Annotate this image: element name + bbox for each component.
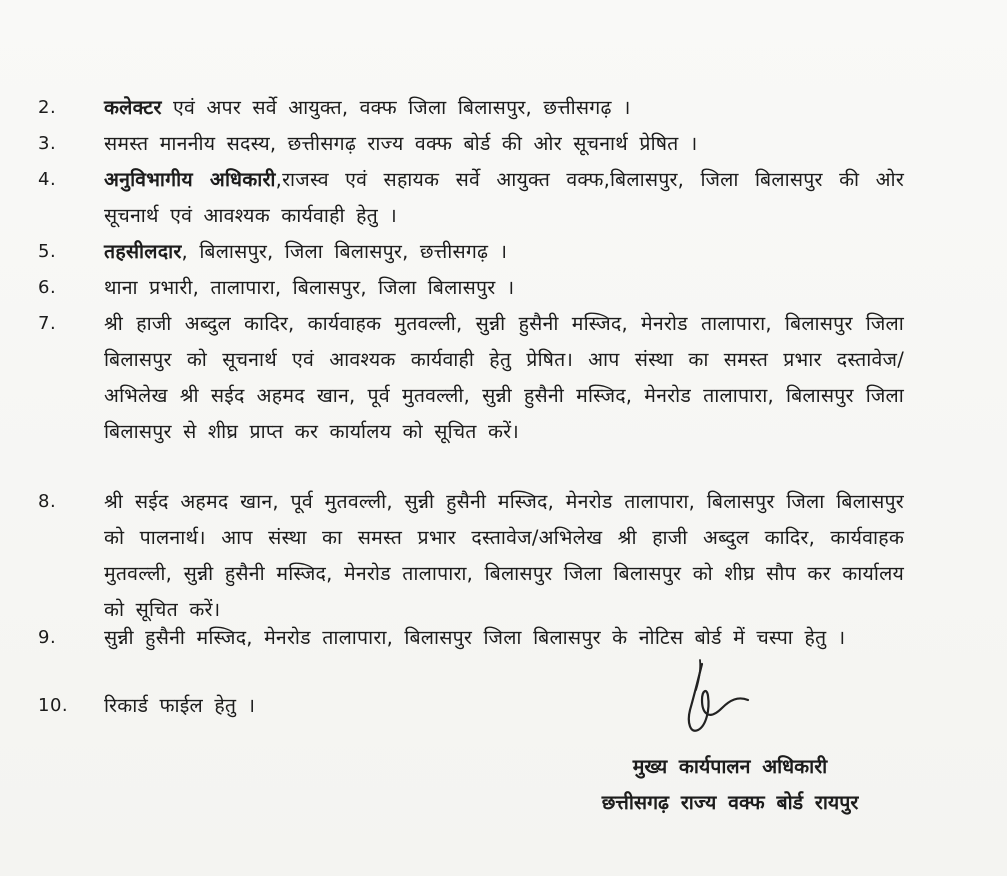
item-number: 5. — [38, 241, 57, 262]
item-number: 4. — [38, 169, 57, 190]
item-number: 2. — [38, 97, 57, 118]
item-lead: अनुविभागीय अधिकारी — [104, 168, 276, 191]
item-lead: तहसीलदार — [104, 240, 182, 263]
item-body: समस्त माननीय सदस्य, छत्तीसगढ़ राज्य वक्फ बोर्ड की ओर सूचनार्थ प्रेषित । — [104, 132, 698, 155]
item-body: एवं अपर सर्वे आयुक्त, वक्फ जिला बिलासपुर, छत्तीसगढ़ । — [161, 96, 631, 119]
item-number: 7. — [38, 313, 57, 334]
item-body: श्री हाजी अब्दुल कादिर, कार्यवाहक मुतवल्ली, सुन्नी हुसैनी मस्जिद, मेनरोड तालापारा, बिलासपुर जिला बिलासपुर को सूचनार्थ एवं आवश्यक कार्यवाही हेतु प्रेषित। आप संस्था का समस्त प्रभार दस्तावेज/अभिलेख श्री सईद अहमद खान, पूर्व मुतवल्ली, सुन्नी हुसैनी मस्जिद, मेनरोड तालापारा, बिलासपुर जिला बिलासपुर से शीघ्र प्राप्त कर कार्यालय को सूचित करें। — [104, 312, 904, 443]
item-text — [104, 484, 904, 628]
item-number: 9. — [38, 627, 57, 648]
item-text — [104, 126, 904, 162]
signatory-office: छत्तीसगढ़ राज्य वक्फ बोर्ड रायपुर — [601, 791, 859, 814]
item-number: 10. — [38, 695, 69, 716]
item-number: 8. — [38, 491, 57, 512]
item-body: सुन्नी हुसैनी मस्जिद, मेनरोड तालापारा, बिलासपुर जिला बिलासपुर के नोटिस बोर्ड में चस्पा हेतु । — [104, 626, 846, 649]
item-text — [104, 162, 904, 234]
item-body: ,राजस्व एवं सहायक सर्वे आयुक्त वक्फ,बिलासपुर, जिला बिलासपुर की ओर सूचनार्थ एवं आवश्यक कार्यवाही हेतु । — [104, 168, 904, 227]
item-body: रिकार्ड फाईल हेतु । — [104, 694, 256, 717]
item-text — [104, 270, 904, 306]
item-text — [104, 306, 904, 450]
handwritten-signature — [650, 650, 760, 750]
item-text — [104, 90, 904, 126]
item-number: 6. — [38, 277, 57, 298]
item-body: श्री सईद अहमद खान, पूर्व मुतवल्ली, सुन्नी हुसैनी मस्जिद, मेनरोड तालापारा, बिलासपुर जिला बिलासपुर को पालनार्थ। आप संस्था का समस्त प्रभार दस्तावेज/अभिलेख श्री हाजी अब्दुल कादिर, कार्यवाहक मुतवल्ली, सुन्नी हुसैनी मस्जिद, मेनरोड तालापारा, बिलासपुर जिला बिलासपुर को शीघ्र सौप कर कार्यालय को सूचित करें। — [104, 490, 904, 621]
item-text — [104, 234, 904, 270]
item-number: 3. — [38, 133, 57, 154]
item-body: , बिलासपुर, जिला बिलासपुर, छत्तीसगढ़ । — [181, 240, 508, 263]
signatory-designation: मुख्य कार्यपालन अधिकारी — [632, 755, 828, 778]
signature-block — [520, 650, 940, 850]
item-lead: कलेक्टर — [104, 96, 162, 119]
item-body: थाना प्रभारी, तालापारा, बिलासपुर, जिला बिलासपुर । — [104, 276, 515, 299]
